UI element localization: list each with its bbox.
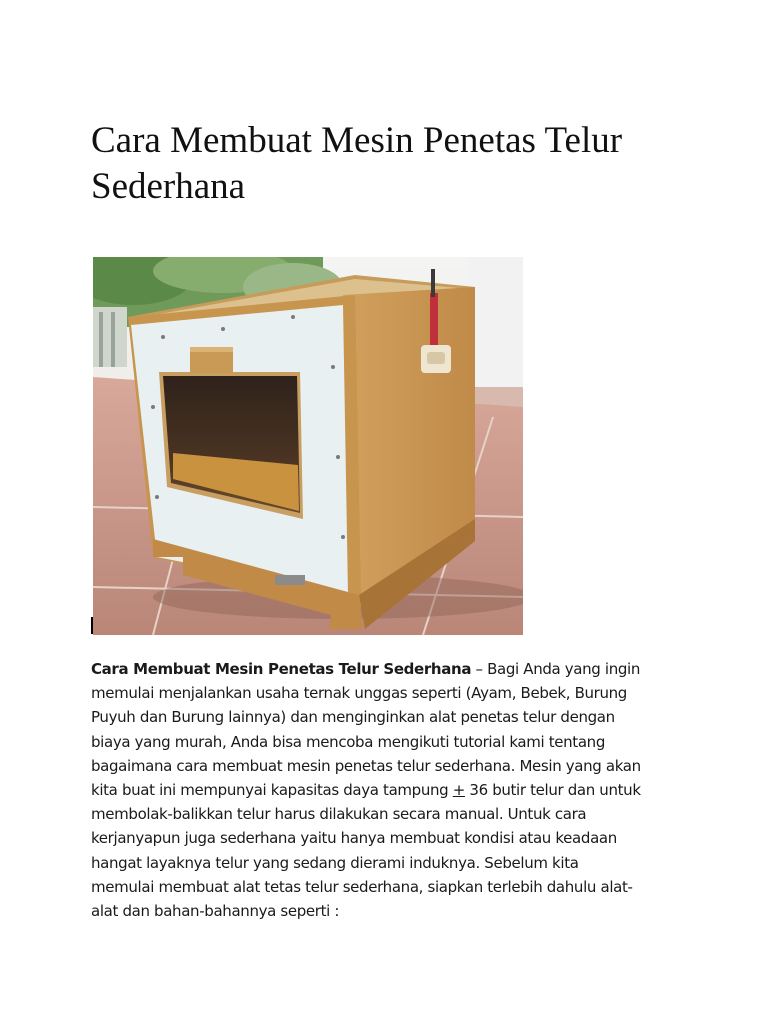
incubator-photo: [93, 257, 523, 635]
text-cursor: [91, 617, 93, 634]
article-body: [91, 657, 691, 923]
body-line: hangat layaknya telur yang sedang dierami induknya. Sebelum kita: [91, 853, 579, 872]
title-line-2: Sederhana: [91, 166, 246, 207]
plus-minus-symbol: +: [452, 781, 465, 800]
body-line: bagaimana cara membuat mesin penetas telur sederhana. Mesin yang akan: [91, 756, 641, 775]
body-line: biaya yang murah, Anda bisa mencoba mengikuti tutorial kami tentang: [91, 732, 605, 751]
body-line: kita buat ini mempunyai kapasitas daya tampung: [91, 781, 453, 800]
body-line: – Bagi Anda yang ingin: [471, 660, 641, 678]
body-line: alat dan bahan-bahannya seperti :: [91, 902, 340, 921]
body-line: memulai membuat alat tetas telur sederhana, siapkan terlebih dahulu alat-: [91, 877, 633, 896]
body-line: kerjanyapun juga sederhana yaitu hanya membuat kondisi atau keadaan: [91, 829, 617, 848]
body-line: Puyuh dan Burung lainnya) dan menginginkan alat penetas telur dengan: [91, 708, 615, 727]
title-line-1: Cara Membuat Mesin Penetas Telur: [91, 120, 623, 161]
body-line: memulai menjalankan usaha ternak unggas seperti (Ayam, Bebek, Burung: [91, 684, 627, 703]
body-line: 36 butir telur dan untuk: [464, 781, 641, 800]
article-title: [91, 118, 711, 210]
body-line: membolak-balikkan telur harus dilakukan secara manual. Untuk cara: [91, 805, 587, 824]
article-lead: Cara Membuat Mesin Penetas Telur Sederhana: [91, 660, 472, 678]
